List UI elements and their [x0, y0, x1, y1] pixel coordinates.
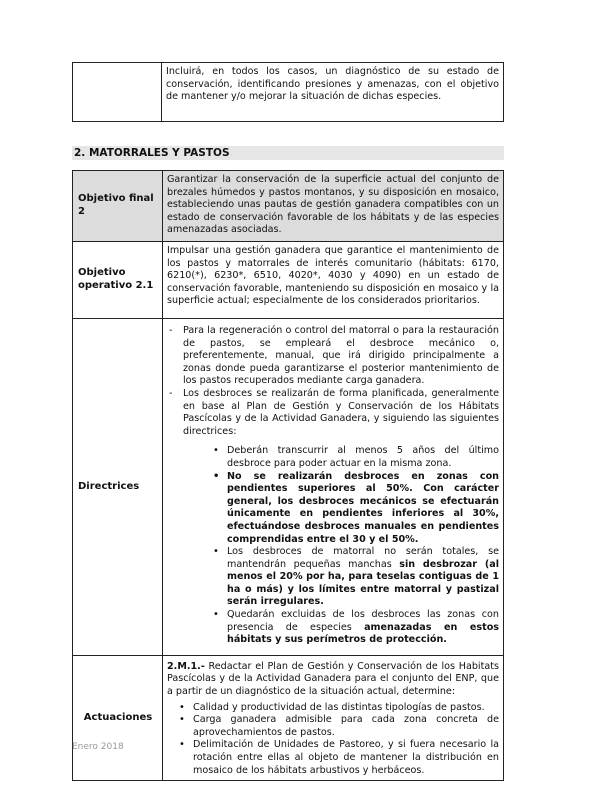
list-item: • Calidad y productividad de las distintas tipologías de pastos.: [193, 702, 499, 715]
directrices-label: Directrices: [73, 319, 163, 656]
directrices-list: [167, 325, 499, 647]
footer-date: Enero 2018: [72, 742, 124, 752]
actuaciones-list: [167, 702, 499, 778]
directrices-sublist: [183, 445, 499, 647]
b3-plain: Los desbroces de matorral no serán totales, se mantendrán pequeñas manchas: [227, 546, 499, 570]
table-row-objetivo-final: [73, 171, 504, 242]
top-table-text: Incluirá, en todos los casos, un diagnóstico de su estado de conservación, identificando presiones y amenazas, con el objetivo de mantener y/o mejorar la situación de dichas especies.: [162, 63, 504, 122]
b4-bold: amenazadas en estos hábitats y sus perímetros de protección.: [227, 621, 500, 646]
table-row-objetivo-operativo: [73, 242, 504, 319]
list-item: • No se realizarán desbroces en zonas con pendientes superiores al 50%. Con carácter general, los desbroces mecánicos se efectuarán únicamente en pendientes inferiores al 30%, efectuándose desbroces manuales en pendientes comprendidas entre el 30 y el 50%.: [227, 471, 499, 547]
list-item: [227, 546, 499, 609]
top-table: [72, 62, 504, 122]
list-item: • Delimitación de Unidades de Pastoreo, y si fuera necesario la rotación entre ellas al objeto de mantener la distribución en mosaico de los hábitats arbustivos y herbáceos.: [193, 739, 499, 777]
objetivo-operativo-text: Impulsar una gestión ganadera que garantice el mantenimiento de los pastos y matorrales de interés comunitario (hábitats: 6170, 6210(*), 6230*, 6510, 4020*, 4030 y 4090) en un estado de conservación favorable, manteniendo su disposición en mosaico y la superficie actual; especialmente de los considerados prioritarios.: [163, 242, 504, 319]
directrices-dash2-text: Los desbroces se realizarán de forma planificada, generalmente en base al Plan de Gestión y Conservación de los Hábitats Pascícolas y de la Actividad Ganadera, y siguiendo las siguientes directrices:: [183, 387, 499, 437]
actuaciones-content: [163, 655, 504, 780]
list-item: [227, 609, 499, 647]
directrices-content: [163, 319, 504, 656]
actuacion-code: 2.M.1.-: [167, 660, 205, 672]
list-item: [183, 388, 499, 647]
table-row-actuaciones: [73, 655, 504, 780]
list-item: • Carga ganadera admisible para cada zona concreta de aprovechamientos de pastos.: [193, 714, 499, 739]
section-heading: 2. MATORRALES Y PASTOS: [72, 146, 504, 160]
table-row: [73, 63, 504, 122]
objetivo-operativo-label: Objetivo operativo 2.1: [73, 242, 163, 319]
list-item: • Deberán transcurrir al menos 5 años del último desbroce para poder actuar en la misma zona.: [227, 445, 499, 470]
objetivo-final-text: Garantizar la conservación de la superficie actual del conjunto de brezales húmedos y pastos montanos, y su disposición en mosaico, estableciendo unas pautas de gestión ganadera compatibles con un estado de conservación favorable de los hábitats y de las especies amenazadas asociadas.: [163, 171, 504, 242]
actuaciones-intro: [167, 661, 499, 699]
table-row-directrices: [73, 319, 504, 656]
list-item: - Para la regeneración o control del matorral o para la restauración de pastos, se empleará el desbroce mecánico o, preferentemente, manual, que irá dirigido principalmente a zonas donde pueda garantizarse el posterior mantenimiento de los pastos recuperados mediante carga ganadera.: [183, 325, 499, 388]
b3-bold: sin desbrozar (al menos el 20% por ha, para teselas contiguas de 1 ha o más) y los límites entre matorral y pastizal serán irregulares.: [227, 558, 499, 608]
actuaciones-label: Actuaciones: [73, 655, 163, 780]
empty-label-cell: [73, 63, 162, 122]
objetivo-final-label: Objetivo final 2: [73, 171, 163, 242]
actuacion-intro-text: Redactar el Plan de Gestión y Conservación de los Habitats Pascícolas y de la Actividad Ganadera para el conjunto del ENP, que a partir de un diagnóstico de la situación actual, determine:: [167, 660, 499, 698]
b4-plain: Quedarán excluidas de los desbroces las zonas con presencia de especies: [227, 609, 499, 633]
objectives-table: [72, 170, 504, 781]
